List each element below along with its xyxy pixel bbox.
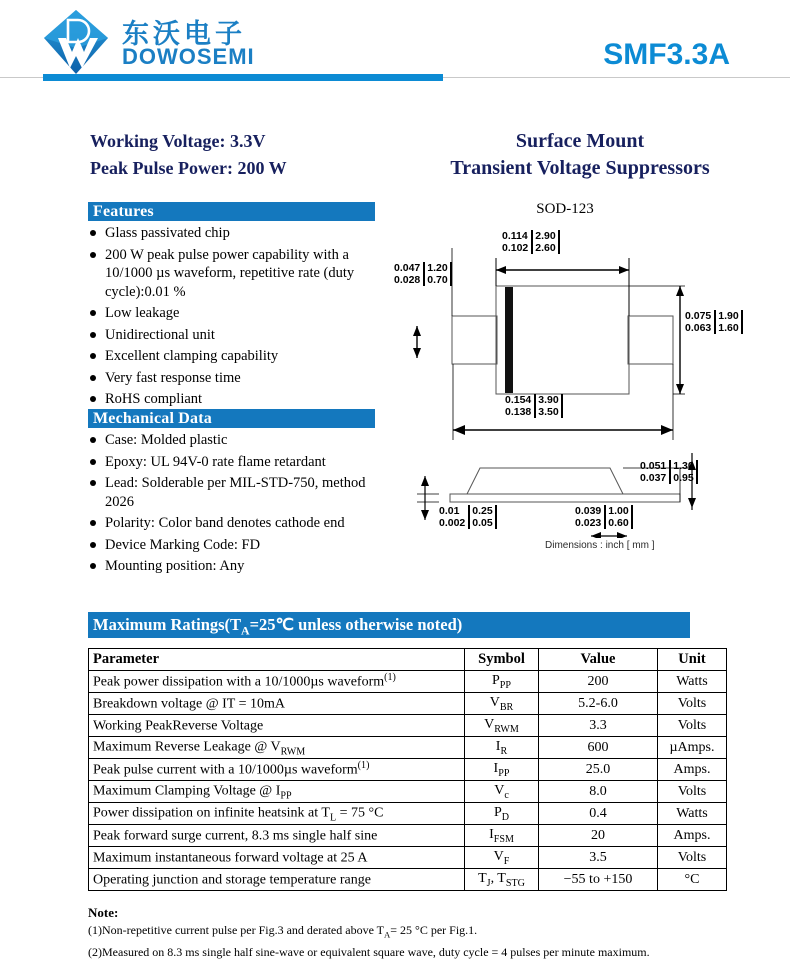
cell-value: 8.0 xyxy=(539,781,658,803)
column-header-unit: Unit xyxy=(658,649,727,671)
maximum-ratings-heading xyxy=(88,612,690,638)
mechanical-text: Device Marking Code: FD xyxy=(105,536,261,553)
cell-symbol: $P_D$ xyxy=(465,803,539,825)
feature-text: RoHS compliant xyxy=(105,391,203,407)
dim-body-height: 0.051 0.037 1.30 0.95 xyxy=(640,460,698,484)
dim-body-length: 0.114 0.102 2.90 2.60 xyxy=(502,230,560,254)
cell-value: 200 xyxy=(539,671,658,693)
table-row xyxy=(89,737,727,759)
cell-symbol: $V_{BR}$ xyxy=(465,693,539,715)
cell-unit: Volts xyxy=(658,781,727,803)
product-title-line2: Transient Voltage Suppressors xyxy=(450,157,710,179)
feature-text: Excellent clamping capability xyxy=(105,348,279,364)
cell-parameter: Maximum Clamping Voltage @ $I_{PP}$ xyxy=(89,781,465,803)
cell-value: 600 xyxy=(539,737,658,759)
bullet-icon xyxy=(90,563,96,569)
table-row xyxy=(89,847,727,869)
notes-title: Note: xyxy=(88,905,119,920)
table-header-row xyxy=(89,649,727,671)
list-item xyxy=(88,246,388,302)
company-name-en: DOWOSEMI xyxy=(122,44,255,69)
feature-text: Glass passivated chip xyxy=(105,225,230,241)
bullet-icon xyxy=(90,480,96,486)
list-item xyxy=(88,557,388,576)
mechanical-text: Polarity: Color band denotes cathode end xyxy=(105,515,345,531)
notes-section xyxy=(88,905,708,961)
mechanical-text: Epoxy: UL 94V-0 rate flame retardant xyxy=(105,453,326,470)
bullet-icon xyxy=(90,252,96,258)
dowosemi-logo-icon xyxy=(42,8,110,76)
cell-value: 3.3 xyxy=(539,715,658,737)
key-specs xyxy=(90,128,390,182)
table-row xyxy=(89,825,727,847)
feature-text: Very fast response time xyxy=(105,369,241,386)
cell-value: 3.5 xyxy=(539,847,658,869)
table-row xyxy=(89,693,727,715)
note-2: (2)Measured on 8.3 ms single half sine-wave or equivalent square wave, duty cycle = 4 pulses per minute maximum. xyxy=(88,945,650,960)
list-item xyxy=(88,347,388,366)
bullet-icon xyxy=(90,310,96,316)
note-1: (1)Non-repetitive current pulse per Fig.3 and derated above $T_A= 25$ °C per Fig.1. xyxy=(88,923,478,940)
cell-parameter: Peak power dissipation with a 10/1000µs waveform$^{(1)}$ xyxy=(89,671,465,693)
features-list xyxy=(88,224,388,412)
feature-text: Low leakage xyxy=(105,305,180,321)
features-heading: Features xyxy=(88,202,375,221)
cell-parameter: Power dissipation on infinite heatsink at $T_L = 75$ °C xyxy=(89,803,465,825)
column-header-value: Value xyxy=(539,649,658,671)
mechanical-data-list xyxy=(88,431,388,579)
page-header xyxy=(0,0,790,88)
list-item xyxy=(88,390,388,409)
mechanical-data-heading: Mechanical Data xyxy=(88,409,375,428)
cell-unit: Amps. xyxy=(658,759,727,781)
cell-value: −55 to +150 xyxy=(539,869,658,891)
column-header-symbol: Symbol xyxy=(465,649,539,671)
dim-overall-length: 0.154 0.138 3.90 3.50 xyxy=(505,394,563,418)
dimension-units-note: Dimensions : inch [ mm ] xyxy=(545,540,655,551)
feature-text: Unidirectional unit xyxy=(105,326,215,343)
mechanical-text: Case: Molded plastic xyxy=(105,432,228,448)
cell-parameter: Working PeakReverse Voltage xyxy=(89,715,465,737)
part-number: SMF3.3A xyxy=(603,38,730,71)
package-name-label: SOD-123 xyxy=(536,201,594,217)
cell-symbol: $V_{RWM}$ xyxy=(465,715,539,737)
cell-parameter: Maximum instantaneous forward voltage at 25 A xyxy=(89,847,465,869)
list-item xyxy=(88,514,388,533)
bullet-icon xyxy=(90,459,96,465)
list-item xyxy=(88,474,388,511)
header-divider-accent xyxy=(43,74,443,81)
list-item xyxy=(88,304,388,323)
ratings-heading-post: =25℃ unless otherwise noted) xyxy=(249,615,463,634)
cell-parameter: Peak pulse current with a 10/1000µs waveform$^{(1)}$ xyxy=(89,759,465,781)
product-title xyxy=(380,128,780,182)
ratings-heading-pre: Maximum Ratings(T xyxy=(93,615,242,634)
cell-symbol: $I_{FSM}$ xyxy=(465,825,539,847)
cell-symbol: $T_J$, $T_{STG}$ xyxy=(465,869,539,891)
list-item xyxy=(88,369,388,388)
bullet-icon xyxy=(90,437,96,443)
product-title-line1: Surface Mount xyxy=(515,130,645,152)
dim-lead-thickness: 0.01 0.002 0.25 0.05 xyxy=(439,505,497,529)
bullet-icon xyxy=(90,542,96,548)
cell-value: 5.2-6.0 xyxy=(539,693,658,715)
cell-parameter: Maximum Reverse Leakage @ $V_{RWM}$ xyxy=(89,737,465,759)
cell-value: 0.4 xyxy=(539,803,658,825)
dim-lead-length: 0.047 0.028 1.20 0.70 xyxy=(394,262,452,286)
cell-symbol: $V_c$ xyxy=(465,781,539,803)
cell-symbol: $I_R$ xyxy=(465,737,539,759)
cell-unit: Amps. xyxy=(658,825,727,847)
package-drawing xyxy=(395,198,790,568)
peak-pulse-power-spec: Peak Pulse Power: 200 W xyxy=(90,158,287,178)
table-row xyxy=(89,869,727,891)
cell-unit: Volts xyxy=(658,715,727,737)
bullet-icon xyxy=(90,375,96,381)
cell-symbol: $V_F$ xyxy=(465,847,539,869)
list-item xyxy=(88,536,388,555)
bullet-icon xyxy=(90,332,96,338)
company-name-cn: 东沃电子 xyxy=(122,19,246,49)
mechanical-text: Mounting position: Any xyxy=(105,558,245,574)
cell-unit: µAmps. xyxy=(658,737,727,759)
list-item xyxy=(88,224,388,243)
cell-unit: Volts xyxy=(658,693,727,715)
dim-foot-length: 0.039 0.023 1.00 0.60 xyxy=(575,505,633,529)
cell-parameter: Peak forward surge current, 8.3 ms single half sine xyxy=(89,825,465,847)
cell-unit: Watts xyxy=(658,803,727,825)
table-row xyxy=(89,759,727,781)
cell-unit: °C xyxy=(658,869,727,891)
dim-body-width: 0.075 0.063 1.90 1.60 xyxy=(685,310,743,334)
cell-value: 25.0 xyxy=(539,759,658,781)
feature-text: 200 W peak pulse power capability with a 10/1000 µs waveform, repetitive rate (duty cycle):0.01 % xyxy=(105,246,355,300)
column-header-parameter: Parameter xyxy=(89,649,465,671)
bullet-icon xyxy=(90,396,96,402)
cell-parameter: Breakdown voltage @ IT = 10mA xyxy=(89,693,465,715)
bullet-icon xyxy=(90,230,96,236)
bullet-icon xyxy=(90,353,96,359)
cell-symbol: $I_{PP}$ xyxy=(465,759,539,781)
working-voltage-spec: Working Voltage: 3.3V xyxy=(90,131,266,151)
bullet-icon xyxy=(90,520,96,526)
table-row xyxy=(89,803,727,825)
list-item xyxy=(88,326,388,345)
cell-unit: Watts xyxy=(658,671,727,693)
table-row xyxy=(89,715,727,737)
cell-symbol: $P_{PP}$ xyxy=(465,671,539,693)
table-row xyxy=(89,781,727,803)
cell-parameter: Operating junction and storage temperature range xyxy=(89,869,465,891)
cell-value: 20 xyxy=(539,825,658,847)
maximum-ratings-table xyxy=(88,648,727,891)
list-item xyxy=(88,431,388,450)
cell-unit: Volts xyxy=(658,847,727,869)
ratings-heading-sub: A xyxy=(241,623,250,638)
mechanical-text: Lead: Solderable per MIL-STD-750, method 2026 xyxy=(105,475,366,510)
package-outline-svg xyxy=(395,198,790,538)
list-item xyxy=(88,453,388,472)
table-row xyxy=(89,671,727,693)
